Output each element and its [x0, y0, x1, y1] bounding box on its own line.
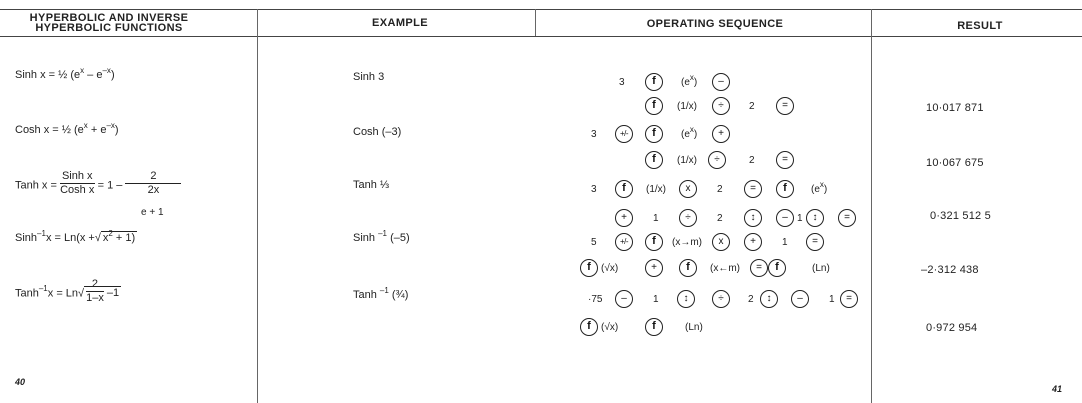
- function-key: f: [615, 180, 633, 198]
- function-key: f: [776, 180, 794, 198]
- seq-text: (x←m): [710, 263, 740, 274]
- formula-cosh: Cosh x = ½ $(e^x + e^{-x})$: [15, 121, 119, 136]
- seq-text: 1: [797, 213, 803, 224]
- equals-key: =: [806, 233, 824, 251]
- exchange-key: ↕: [744, 209, 762, 227]
- formula-tanh: Tanh x = $\frac{\text{Sinh x}}{\text{Cosh x}}$ = 1 – $\frac{2}{2x}$: [15, 172, 181, 199]
- top-rule: [0, 9, 1082, 10]
- seq-text: 3: [619, 77, 625, 88]
- seq-text: 2: [748, 294, 754, 305]
- equals-key: =: [744, 180, 762, 198]
- seq-text: $(e^x)$: [681, 125, 698, 140]
- function-key: f: [645, 318, 663, 336]
- result-cosh: 10·067 675: [926, 157, 984, 169]
- seq-text: (1/x): [677, 155, 697, 166]
- sign-change-key: +/-: [615, 233, 633, 251]
- formula-sinh: Sinh x = ½ $(e^x - e^{-x})$: [15, 66, 115, 81]
- divide-key: ÷: [712, 290, 730, 308]
- seq-text: (√x): [601, 322, 619, 333]
- equals-key: =: [776, 97, 794, 115]
- page-number-right: 41: [1052, 384, 1063, 394]
- header-sequence: OPERATING SEQUENCE: [646, 18, 784, 30]
- plus-key: +: [645, 259, 663, 277]
- divide-key: ÷: [679, 209, 697, 227]
- header-example: EXAMPLE: [372, 17, 428, 29]
- minus-key: –: [791, 290, 809, 308]
- seq-text: (x→m): [672, 237, 702, 248]
- plus-key: +: [712, 125, 730, 143]
- column-divider-3: [871, 9, 872, 403]
- function-key: f: [580, 318, 598, 336]
- column-divider-2: [535, 9, 536, 36]
- function-key: f: [645, 151, 663, 169]
- seq-text: 2: [717, 184, 723, 195]
- seq-text: 2: [749, 155, 755, 166]
- seq-text: (Ln): [812, 263, 830, 274]
- minus-key: –: [712, 73, 730, 91]
- formula-arsinh: Sinh$^{-1}$x = Ln(x +√ $x^2 + 1$): [15, 229, 136, 244]
- seq-text: 1: [653, 294, 659, 305]
- divide-key: ÷: [708, 151, 726, 169]
- column-divider-1: [257, 9, 258, 403]
- seq-text: (√x): [601, 263, 619, 274]
- function-key: f: [679, 259, 697, 277]
- exchange-key: ↕: [806, 209, 824, 227]
- minus-key: –: [776, 209, 794, 227]
- equals-key: =: [840, 290, 858, 308]
- seq-text: $(e^x)$: [681, 73, 698, 88]
- seq-text: ·75: [588, 294, 603, 305]
- exchange-key: ↕: [677, 290, 695, 308]
- seq-text: $(e^x)$: [811, 180, 828, 195]
- multiply-key: x: [712, 233, 730, 251]
- equals-key: =: [838, 209, 856, 227]
- header-result: RESULT: [957, 20, 1003, 32]
- equals-key: =: [776, 151, 794, 169]
- seq-text: (1/x): [646, 184, 666, 195]
- example-arsinh: Sinh $^{-1}$ (–5): [353, 229, 410, 244]
- header-rule: [0, 36, 1082, 37]
- function-key: f: [645, 233, 663, 251]
- sign-change-key: +/-: [615, 125, 633, 143]
- minus-key: –: [615, 290, 633, 308]
- seq-text: (Ln): [685, 322, 703, 333]
- seq-text: 3: [591, 184, 597, 195]
- seq-text: 2: [717, 213, 723, 224]
- function-key: f: [645, 73, 663, 91]
- seq-text: 1: [653, 213, 659, 224]
- seq-text: 1: [829, 294, 835, 305]
- function-key: f: [580, 259, 598, 277]
- equals-key: =: [750, 259, 768, 277]
- result-sinh: 10·017 871: [926, 102, 984, 114]
- exchange-key: ↕: [760, 290, 778, 308]
- header-functions: HYPERBOLIC AND INVERSE HYPERBOLIC FUNCTIONS: [29, 12, 189, 34]
- seq-text: 2: [749, 101, 755, 112]
- seq-text: 5: [591, 237, 597, 248]
- example-tanh: Tanh ⅓: [353, 179, 390, 191]
- seq-text: 3: [591, 129, 597, 140]
- divide-key: ÷: [712, 97, 730, 115]
- plus-key: +: [744, 233, 762, 251]
- result-tanh: 0·321 512 5: [930, 210, 991, 222]
- example-artanh: Tanh $^{-1}$ (¾): [353, 286, 409, 301]
- multiply-key: x: [679, 180, 697, 198]
- example-sinh: Sinh 3: [353, 71, 385, 83]
- formula-artanh: Tanh$^{-1}$x = Ln√ $\frac{2}{1-x}$ –1: [15, 278, 120, 304]
- result-arsinh: –2·312 438: [921, 264, 979, 276]
- example-cosh: Cosh (–3): [353, 126, 402, 138]
- result-artanh: 0·972 954: [926, 322, 978, 334]
- page-number-left: 40: [15, 377, 26, 387]
- seq-text: 1: [782, 237, 788, 248]
- formula-tanh-denominator: e + 1: [141, 207, 164, 218]
- function-key: f: [768, 259, 786, 277]
- function-key: f: [645, 125, 663, 143]
- seq-text: (1/x): [677, 101, 697, 112]
- function-key: f: [645, 97, 663, 115]
- plus-key: +: [615, 209, 633, 227]
